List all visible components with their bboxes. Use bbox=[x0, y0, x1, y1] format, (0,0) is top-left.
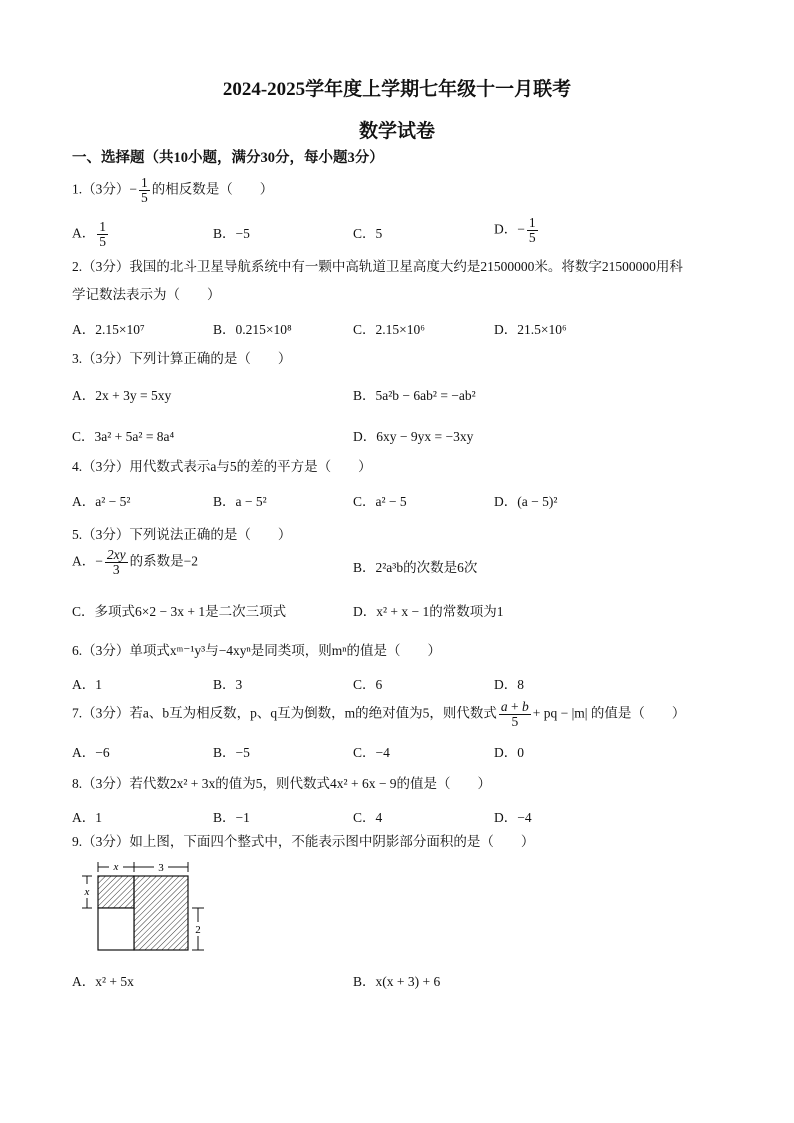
question-1: 1.（3分）− $\frac{1}{5}$ 的相反数是（ ） bbox=[72, 175, 274, 205]
q9-option-b[interactable]: B．x(x + 3) + 6 bbox=[353, 974, 441, 989]
q5-option-c[interactable]: C．多项式6×2 − 3x + 1是二次三项式 bbox=[72, 604, 287, 619]
q9-option-a[interactable]: A．x² + 5x bbox=[72, 974, 134, 989]
q2-option-c[interactable]: C．2.15×10⁶ bbox=[353, 322, 425, 337]
q7-option-b[interactable]: B．−5 bbox=[213, 745, 250, 760]
label-x-top: x bbox=[113, 861, 119, 873]
question-9: 9.（3分）如上图，下面四个整式中，不能表示图中阴影部分面积的是（ ） bbox=[72, 834, 535, 849]
exam-subtitle: 数学试卷 bbox=[358, 121, 435, 142]
q5-option-a[interactable]: A．− $\frac{2xy}{3}$ 的系数是−2 bbox=[72, 547, 198, 577]
q4-option-d[interactable]: D．(a − 5)² bbox=[494, 494, 558, 509]
q4-option-c[interactable]: C．a² − 5 bbox=[353, 494, 407, 509]
exam-title: 2024-2025学年度上学期七年级十一月联考 bbox=[222, 79, 572, 100]
q2-option-a[interactable]: A．2.15×10⁷ bbox=[72, 322, 145, 337]
shaded-top-left bbox=[98, 876, 134, 908]
question-6: 6.（3分）单项式xᵐ⁻¹y³与−4xyⁿ是同类项，则mⁿ的值是（ ） bbox=[72, 643, 442, 658]
question-3: 3.（3分）下列计算正确的是（ ） bbox=[72, 351, 292, 366]
fraction: $\frac{a + b}{5}$ bbox=[500, 699, 529, 729]
q1-option-c[interactable]: C．5 bbox=[353, 226, 383, 241]
q7-stem-post: + pq − |m| 的值是（ ） bbox=[532, 705, 686, 721]
q6-option-b[interactable]: B．3 bbox=[213, 677, 243, 692]
q4-option-a[interactable]: A．a² − 5² bbox=[72, 494, 131, 509]
q8-option-c[interactable]: C．4 bbox=[353, 810, 383, 825]
area-figure bbox=[78, 858, 218, 958]
q7-option-c[interactable]: C．−4 bbox=[353, 745, 390, 760]
q5-option-d[interactable]: D．x² + x − 1的常数项为1 bbox=[353, 604, 504, 619]
q3-option-d[interactable]: D．6xy − 9yx = −3xy bbox=[353, 429, 474, 444]
label-2: 2 bbox=[195, 924, 201, 936]
q1-stem-pre: 1.（3分） bbox=[72, 181, 130, 197]
section-heading: 一、选择题（共10小题，满分30分，每小题3分） bbox=[72, 150, 384, 166]
question-2 bbox=[72, 256, 732, 306]
q1-option-d[interactable]: D．− $\frac{1}{5}$ bbox=[494, 215, 536, 245]
q6-option-c[interactable]: C．6 bbox=[353, 677, 383, 692]
shaded-right bbox=[134, 876, 188, 950]
question-5: 5.（3分）下列说法正确的是（ ） bbox=[72, 527, 292, 542]
q7-option-d[interactable]: D．0 bbox=[494, 745, 524, 760]
q8-option-d[interactable]: D．−4 bbox=[494, 810, 532, 825]
q6-option-a[interactable]: A．1 bbox=[72, 677, 102, 692]
fraction: $\frac{1}{5}$ bbox=[141, 175, 148, 205]
q1-option-b[interactable]: B．−5 bbox=[213, 226, 250, 241]
q7-stem-pre: 7.（3分）若a、b互为相反数，p、q互为倒数，m的绝对值为5，则代数式 bbox=[72, 705, 497, 721]
question-8: 8.（3分）若代数2x² + 3x的值为5，则代数式4x² + 6x − 9的值是（ ） bbox=[72, 776, 492, 791]
q7-option-a[interactable]: A．−6 bbox=[72, 745, 110, 760]
q5-option-b[interactable]: B．2²a³b的次数是6次 bbox=[353, 560, 478, 575]
question-4: 4.（3分）用代数式表示a与5的差的平方是（ ） bbox=[72, 459, 372, 474]
q3-option-a[interactable]: A．2x + 3y = 5xy bbox=[72, 388, 172, 403]
q1-option-a[interactable]: A． $\frac{1}{5}$ bbox=[72, 219, 106, 249]
q2-option-d[interactable]: D．21.5×10⁶ bbox=[494, 322, 567, 337]
q2-line1: 2.（3分）我国的北斗卫星导航系统中有一颗中高轨道卫星高度大约是21500000米。将数字21500000用科 bbox=[72, 259, 683, 274]
q8-option-b[interactable]: B．−1 bbox=[213, 810, 250, 825]
label-3: 3 bbox=[158, 862, 164, 874]
question-7 bbox=[72, 700, 742, 729]
q3-option-c[interactable]: C．3a² + 5a² = 8a⁴ bbox=[72, 429, 175, 444]
unshaded-square bbox=[98, 908, 134, 950]
q2-line2: 学记数法表示为（ ） bbox=[72, 287, 221, 302]
q4-option-b[interactable]: B．a − 5² bbox=[213, 494, 267, 509]
q8-option-a[interactable]: A．1 bbox=[72, 810, 102, 825]
q1-stem-post: 的相反数是（ ） bbox=[151, 181, 274, 197]
label-x-left: x bbox=[84, 886, 90, 898]
q6-option-d[interactable]: D．8 bbox=[494, 677, 524, 692]
q3-option-b[interactable]: B．5a²b − 6ab² = −ab² bbox=[353, 388, 476, 403]
q2-option-b[interactable]: B．0.215×10⁸ bbox=[213, 322, 292, 337]
